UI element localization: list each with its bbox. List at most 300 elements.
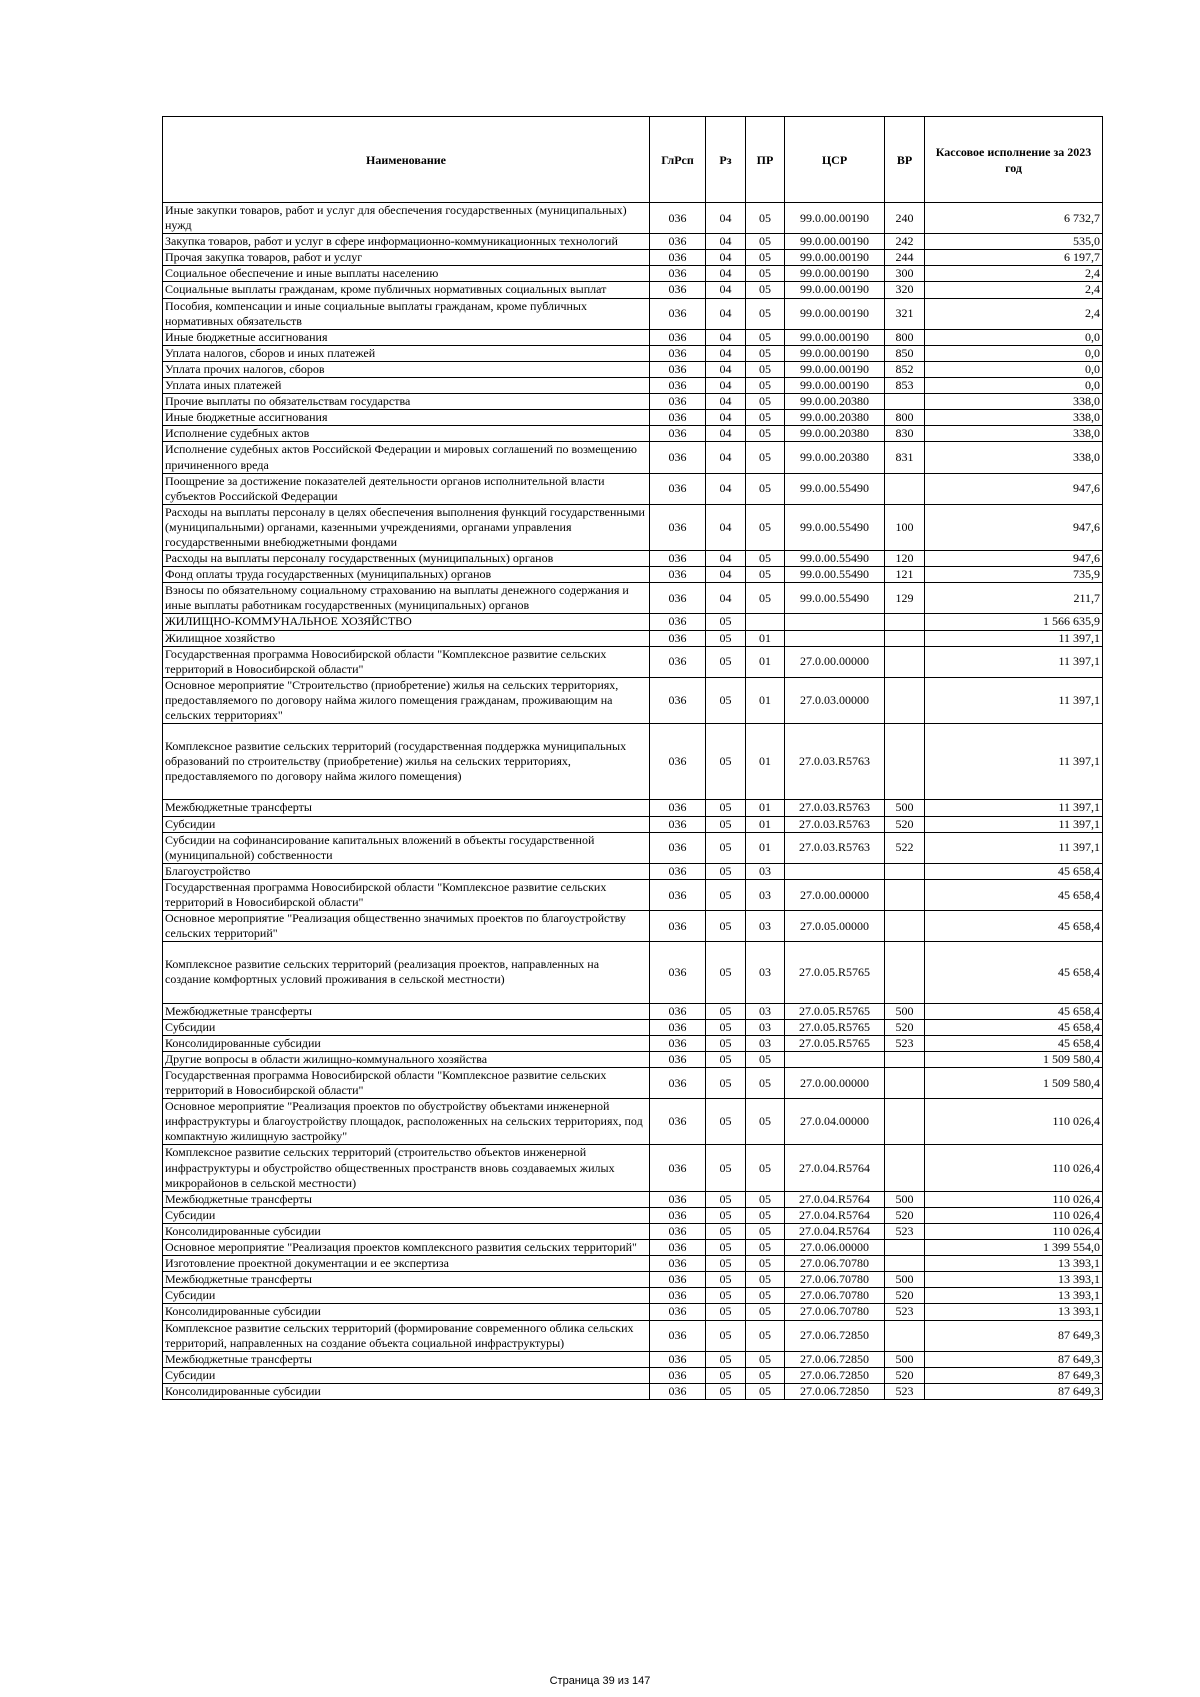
cell-pr: 05 — [746, 361, 785, 377]
cell-csr: 99.0.00.00190 — [785, 266, 885, 282]
cell-amount: 2,4 — [925, 266, 1103, 282]
cell-amount: 338,0 — [925, 442, 1103, 473]
cell-name: Расходы на выплаты персоналу в целях обеспечения выполнения функций государственными (муниципальными) органами, казенными учреждениями, органами управления государственными внебюджетными фондами — [163, 504, 650, 550]
cell-vr: 240 — [885, 203, 925, 234]
cell-glrsp: 036 — [650, 832, 706, 863]
cell-pr: 05 — [746, 1288, 785, 1304]
table-row — [163, 1351, 1103, 1367]
cell-amount: 87 649,3 — [925, 1320, 1103, 1351]
cell-amount: 110 026,4 — [925, 1223, 1103, 1239]
cell-name: Уплата иных платежей — [163, 378, 650, 394]
cell-vr: 500 — [885, 1191, 925, 1207]
cell-pr: 05 — [746, 203, 785, 234]
cell-name: Субсидии на софинансирование капитальных вложений в объекты государственной (муниципальной) собственности — [163, 832, 650, 863]
cell-pr: 01 — [746, 646, 785, 677]
cell-pr: 05 — [746, 234, 785, 250]
cell-pr: 05 — [746, 1240, 785, 1256]
cell-amount: 13 393,1 — [925, 1288, 1103, 1304]
cell-rz: 05 — [706, 1288, 746, 1304]
cell-glrsp: 036 — [650, 345, 706, 361]
cell-glrsp: 036 — [650, 329, 706, 345]
table-row — [163, 282, 1103, 298]
cell-glrsp: 036 — [650, 361, 706, 377]
cell-name: Государственная программа Новосибирской области "Комплексное развитие сельских территорий в Новосибирской области" — [163, 879, 650, 910]
cell-csr: 99.0.00.55490 — [785, 473, 885, 504]
cell-rz: 04 — [706, 345, 746, 361]
table-row — [163, 614, 1103, 630]
cell-pr: 05 — [746, 583, 785, 614]
cell-pr: 05 — [746, 551, 785, 567]
cell-glrsp: 036 — [650, 426, 706, 442]
cell-pr: 05 — [746, 394, 785, 410]
table-row — [163, 298, 1103, 329]
cell-vr — [885, 473, 925, 504]
cell-glrsp: 036 — [650, 879, 706, 910]
table-row — [163, 1051, 1103, 1067]
cell-vr — [885, 394, 925, 410]
table-row — [163, 1240, 1103, 1256]
cell-vr: 520 — [885, 1207, 925, 1223]
cell-csr: 99.0.00.00190 — [785, 345, 885, 361]
cell-glrsp: 036 — [650, 298, 706, 329]
cell-pr: 05 — [746, 1256, 785, 1272]
cell-vr — [885, 1320, 925, 1351]
cell-vr: 500 — [885, 1272, 925, 1288]
cell-pr: 05 — [746, 1207, 785, 1223]
cell-rz: 05 — [706, 1367, 746, 1383]
cell-pr: 05 — [746, 250, 785, 266]
cell-csr: 27.0.03.R5763 — [785, 832, 885, 863]
cell-csr: 99.0.00.20380 — [785, 394, 885, 410]
cell-glrsp: 036 — [650, 1272, 706, 1288]
cell-glrsp: 036 — [650, 1383, 706, 1399]
cell-glrsp: 036 — [650, 1240, 706, 1256]
cell-name: Субсидии — [163, 816, 650, 832]
cell-glrsp: 036 — [650, 816, 706, 832]
cell-glrsp: 036 — [650, 1207, 706, 1223]
cell-amount: 338,0 — [925, 410, 1103, 426]
cell-name: Закупка товаров, работ и услуг в сфере информационно-коммуникационных технологий — [163, 234, 650, 250]
cell-glrsp: 036 — [650, 203, 706, 234]
table-row — [163, 1099, 1103, 1145]
table-row — [163, 1019, 1103, 1035]
cell-rz: 05 — [706, 1351, 746, 1367]
cell-rz: 04 — [706, 298, 746, 329]
cell-rz: 04 — [706, 583, 746, 614]
cell-glrsp: 036 — [650, 724, 706, 800]
table-row — [163, 1383, 1103, 1399]
cell-amount: 45 658,4 — [925, 942, 1103, 1003]
table-row — [163, 473, 1103, 504]
table-row — [163, 203, 1103, 234]
cell-vr: 523 — [885, 1223, 925, 1239]
cell-vr — [885, 879, 925, 910]
cell-name: Иные закупки товаров, работ и услуг для обеспечения государственных (муниципальных) нужд — [163, 203, 650, 234]
cell-name: Взносы по обязательному социальному страхованию на выплаты денежного содержания и иные выплаты работникам государственных (муниципальных) органов — [163, 583, 650, 614]
cell-vr: 244 — [885, 250, 925, 266]
cell-rz: 04 — [706, 426, 746, 442]
cell-amount: 13 393,1 — [925, 1272, 1103, 1288]
cell-pr: 05 — [746, 1145, 785, 1191]
cell-amount: 110 026,4 — [925, 1191, 1103, 1207]
cell-rz: 05 — [706, 724, 746, 800]
cell-csr: 27.0.06.72850 — [785, 1351, 885, 1367]
cell-glrsp: 036 — [650, 800, 706, 816]
cell-amount: 45 658,4 — [925, 911, 1103, 942]
cell-amount: 45 658,4 — [925, 879, 1103, 910]
cell-amount: 45 658,4 — [925, 1003, 1103, 1019]
cell-amount: 6 732,7 — [925, 203, 1103, 234]
cell-vr: 850 — [885, 345, 925, 361]
cell-csr — [785, 1051, 885, 1067]
cell-csr: 27.0.03.R5763 — [785, 800, 885, 816]
cell-name: Основное мероприятие "Реализация проектов комплексного развития сельских территорий" — [163, 1240, 650, 1256]
cell-csr: 27.0.06.72850 — [785, 1320, 885, 1351]
cell-name: Изготовление проектной документации и ее экспертиза — [163, 1256, 650, 1272]
cell-name: Комплексное развитие сельских территорий (государственная поддержка муниципальных образований по строительству (приобретение) жилья на сельских территориях, предоставляемого по договору найма жилого помещения) — [163, 724, 650, 800]
cell-vr: 129 — [885, 583, 925, 614]
table-row — [163, 1003, 1103, 1019]
cell-amount: 0,0 — [925, 378, 1103, 394]
cell-glrsp: 036 — [650, 1351, 706, 1367]
cell-amount: 11 397,1 — [925, 630, 1103, 646]
cell-csr: 99.0.00.55490 — [785, 504, 885, 550]
cell-csr: 27.0.03.00000 — [785, 677, 885, 723]
budget-table — [162, 116, 1103, 1400]
cell-pr: 05 — [746, 1351, 785, 1367]
cell-csr: 27.0.05.00000 — [785, 911, 885, 942]
cell-vr: 523 — [885, 1383, 925, 1399]
cell-glrsp: 036 — [650, 863, 706, 879]
header-glrsp: ГлРсп — [650, 117, 706, 203]
cell-amount: 947,6 — [925, 551, 1103, 567]
cell-csr: 27.0.00.00000 — [785, 879, 885, 910]
cell-amount: 11 397,1 — [925, 816, 1103, 832]
table-row — [163, 378, 1103, 394]
cell-pr: 05 — [746, 329, 785, 345]
cell-vr — [885, 863, 925, 879]
cell-vr: 520 — [885, 1288, 925, 1304]
cell-rz: 05 — [706, 863, 746, 879]
cell-vr — [885, 1068, 925, 1099]
cell-pr: 05 — [746, 1320, 785, 1351]
table-row — [163, 1145, 1103, 1191]
cell-name: Комплексное развитие сельских территорий (реализация проектов, направленных на создание комфортных условий проживания в сельской местности) — [163, 942, 650, 1003]
cell-amount: 1 566 635,9 — [925, 614, 1103, 630]
cell-name: Уплата налогов, сборов и иных платежей — [163, 345, 650, 361]
cell-vr — [885, 677, 925, 723]
cell-pr: 05 — [746, 1051, 785, 1067]
cell-glrsp: 036 — [650, 1367, 706, 1383]
cell-glrsp: 036 — [650, 250, 706, 266]
table-row — [163, 266, 1103, 282]
cell-rz: 04 — [706, 234, 746, 250]
cell-vr: 500 — [885, 1351, 925, 1367]
cell-glrsp: 036 — [650, 1035, 706, 1051]
cell-csr — [785, 630, 885, 646]
cell-csr: 27.0.00.00000 — [785, 1068, 885, 1099]
table-row — [163, 426, 1103, 442]
cell-amount: 110 026,4 — [925, 1099, 1103, 1145]
cell-amount: 87 649,3 — [925, 1367, 1103, 1383]
cell-amount: 87 649,3 — [925, 1351, 1103, 1367]
cell-name: Субсидии — [163, 1288, 650, 1304]
cell-vr — [885, 724, 925, 800]
cell-name: Межбюджетные трансферты — [163, 1272, 650, 1288]
cell-rz: 04 — [706, 361, 746, 377]
cell-name: Иные бюджетные ассигнования — [163, 329, 650, 345]
cell-vr: 520 — [885, 816, 925, 832]
cell-csr: 99.0.00.00190 — [785, 378, 885, 394]
cell-name: Фонд оплаты труда государственных (муниципальных) органов — [163, 567, 650, 583]
cell-name: Пособия, компенсации и иные социальные выплаты гражданам, кроме публичных нормативных обязательств — [163, 298, 650, 329]
cell-name: Основное мероприятие "Реализация проектов по обустройству объектами инженерной инфраструктуры и благоустройству площадок, расположенных на сельских территориях, под компактную жилищную застройку" — [163, 1099, 650, 1145]
cell-rz: 05 — [706, 1304, 746, 1320]
cell-vr: 523 — [885, 1035, 925, 1051]
cell-glrsp: 036 — [650, 282, 706, 298]
cell-vr: 852 — [885, 361, 925, 377]
cell-rz: 04 — [706, 473, 746, 504]
cell-rz: 05 — [706, 1145, 746, 1191]
cell-csr: 27.0.06.70780 — [785, 1272, 885, 1288]
table-row — [163, 816, 1103, 832]
cell-pr: 05 — [746, 1068, 785, 1099]
cell-glrsp: 036 — [650, 1099, 706, 1145]
cell-rz: 05 — [706, 1099, 746, 1145]
cell-rz: 05 — [706, 677, 746, 723]
cell-name: Основное мероприятие "Строительство (приобретение) жилья на сельских территориях, предоставляемого по договору найма жилого помещения гражданам, проживающим на сельских территориях" — [163, 677, 650, 723]
cell-rz: 05 — [706, 1256, 746, 1272]
cell-name: Комплексное развитие сельских территорий (строительство объектов инженерной инфраструктуры и обустройство общественных пространств вновь создаваемых жилых микрорайонов в сельской местности) — [163, 1145, 650, 1191]
cell-amount: 87 649,3 — [925, 1383, 1103, 1399]
cell-rz: 04 — [706, 329, 746, 345]
cell-amount: 11 397,1 — [925, 646, 1103, 677]
cell-name: Расходы на выплаты персоналу государственных (муниципальных) органов — [163, 551, 650, 567]
cell-glrsp: 036 — [650, 1223, 706, 1239]
cell-name: Консолидированные субсидии — [163, 1304, 650, 1320]
cell-amount: 2,4 — [925, 282, 1103, 298]
cell-glrsp: 036 — [650, 1068, 706, 1099]
cell-name: Комплексное развитие сельских территорий (формирование современного облика сельских территорий, направленных на создание объекта социальной инфраструктуры) — [163, 1320, 650, 1351]
cell-vr — [885, 1145, 925, 1191]
cell-name: Государственная программа Новосибирской области "Комплексное развитие сельских территорий в Новосибирской области" — [163, 1068, 650, 1099]
cell-vr: 121 — [885, 567, 925, 583]
cell-name: Межбюджетные трансферты — [163, 1003, 650, 1019]
cell-glrsp: 036 — [650, 567, 706, 583]
cell-vr — [885, 614, 925, 630]
cell-glrsp: 036 — [650, 1256, 706, 1272]
table-row — [163, 504, 1103, 550]
table-row — [163, 234, 1103, 250]
cell-pr: 05 — [746, 1383, 785, 1399]
cell-pr: 03 — [746, 1003, 785, 1019]
cell-rz: 04 — [706, 282, 746, 298]
cell-csr: 99.0.00.55490 — [785, 583, 885, 614]
cell-name: Консолидированные субсидии — [163, 1223, 650, 1239]
cell-name: Консолидированные субсидии — [163, 1035, 650, 1051]
cell-glrsp: 036 — [650, 911, 706, 942]
cell-glrsp: 036 — [650, 1003, 706, 1019]
cell-vr: 500 — [885, 800, 925, 816]
cell-rz: 05 — [706, 614, 746, 630]
cell-csr: 99.0.00.20380 — [785, 442, 885, 473]
cell-pr: 05 — [746, 298, 785, 329]
cell-glrsp: 036 — [650, 614, 706, 630]
cell-amount: 11 397,1 — [925, 724, 1103, 800]
table-row — [163, 551, 1103, 567]
cell-amount: 11 397,1 — [925, 832, 1103, 863]
cell-vr — [885, 630, 925, 646]
cell-csr: 27.0.04.R5764 — [785, 1207, 885, 1223]
cell-csr: 99.0.00.20380 — [785, 426, 885, 442]
cell-vr — [885, 942, 925, 1003]
cell-vr — [885, 1240, 925, 1256]
cell-vr: 321 — [885, 298, 925, 329]
cell-csr: 27.0.05.R5765 — [785, 1035, 885, 1051]
cell-rz: 04 — [706, 394, 746, 410]
cell-csr: 99.0.00.00190 — [785, 234, 885, 250]
header-rz: Рз — [706, 117, 746, 203]
table-row — [163, 1223, 1103, 1239]
cell-amount: 211,7 — [925, 583, 1103, 614]
cell-name: Субсидии — [163, 1019, 650, 1035]
cell-amount: 338,0 — [925, 426, 1103, 442]
cell-vr: 242 — [885, 234, 925, 250]
table-row — [163, 1288, 1103, 1304]
cell-csr: 27.0.04.R5764 — [785, 1223, 885, 1239]
cell-amount: 0,0 — [925, 329, 1103, 345]
cell-name: Прочая закупка товаров, работ и услуг — [163, 250, 650, 266]
cell-rz: 05 — [706, 1272, 746, 1288]
cell-rz: 05 — [706, 879, 746, 910]
cell-glrsp: 036 — [650, 1320, 706, 1351]
cell-amount: 110 026,4 — [925, 1207, 1103, 1223]
cell-csr: 27.0.05.R5765 — [785, 942, 885, 1003]
cell-rz: 04 — [706, 442, 746, 473]
cell-pr: 05 — [746, 1223, 785, 1239]
cell-pr: 03 — [746, 911, 785, 942]
cell-vr — [885, 646, 925, 677]
table-row — [163, 646, 1103, 677]
cell-rz: 04 — [706, 410, 746, 426]
cell-csr: 27.0.00.00000 — [785, 646, 885, 677]
table-row — [163, 1320, 1103, 1351]
cell-csr: 27.0.06.70780 — [785, 1288, 885, 1304]
cell-pr: 05 — [746, 567, 785, 583]
cell-pr: 03 — [746, 863, 785, 879]
cell-name: Исполнение судебных актов Российской Федерации и мировых соглашений по возмещению причиненного вреда — [163, 442, 650, 473]
table-row — [163, 345, 1103, 361]
table-row — [163, 832, 1103, 863]
cell-name: Основное мероприятие "Реализация общественно значимых проектов по благоустройству сельских территорий" — [163, 911, 650, 942]
cell-vr — [885, 911, 925, 942]
cell-glrsp: 036 — [650, 234, 706, 250]
cell-glrsp: 036 — [650, 378, 706, 394]
cell-csr: 27.0.04.00000 — [785, 1099, 885, 1145]
cell-csr: 27.0.04.R5764 — [785, 1145, 885, 1191]
cell-csr: 99.0.00.00190 — [785, 282, 885, 298]
cell-rz: 05 — [706, 646, 746, 677]
cell-name: Субсидии — [163, 1367, 650, 1383]
table-row — [163, 911, 1103, 942]
cell-vr: 522 — [885, 832, 925, 863]
cell-pr: 01 — [746, 832, 785, 863]
header-name: Наименование — [163, 117, 650, 203]
cell-pr: 05 — [746, 1272, 785, 1288]
cell-pr: 01 — [746, 630, 785, 646]
cell-vr — [885, 1256, 925, 1272]
cell-vr: 831 — [885, 442, 925, 473]
cell-rz: 05 — [706, 1003, 746, 1019]
cell-csr: 27.0.03.R5763 — [785, 724, 885, 800]
cell-name: Социальные выплаты гражданам, кроме публичных нормативных социальных выплат — [163, 282, 650, 298]
table-row — [163, 1256, 1103, 1272]
header-vr: ВР — [885, 117, 925, 203]
cell-pr: 05 — [746, 282, 785, 298]
cell-rz: 04 — [706, 203, 746, 234]
cell-csr: 27.0.05.R5765 — [785, 1003, 885, 1019]
cell-amount: 1 509 580,4 — [925, 1068, 1103, 1099]
table-row — [163, 442, 1103, 473]
cell-csr: 99.0.00.20380 — [785, 410, 885, 426]
cell-vr: 830 — [885, 426, 925, 442]
table-row — [163, 1191, 1103, 1207]
cell-glrsp: 036 — [650, 583, 706, 614]
cell-csr: 27.0.06.00000 — [785, 1240, 885, 1256]
header-amount: Кассовое исполнение за 2023 год — [925, 117, 1103, 203]
cell-pr: 03 — [746, 1019, 785, 1035]
cell-name: Межбюджетные трансферты — [163, 1191, 650, 1207]
cell-csr: 27.0.06.72850 — [785, 1383, 885, 1399]
cell-pr: 05 — [746, 442, 785, 473]
cell-amount: 45 658,4 — [925, 1019, 1103, 1035]
table-row — [163, 1068, 1103, 1099]
cell-name: Жилищное хозяйство — [163, 630, 650, 646]
cell-glrsp: 036 — [650, 266, 706, 282]
table-row — [163, 724, 1103, 800]
cell-amount: 45 658,4 — [925, 863, 1103, 879]
cell-pr: 03 — [746, 942, 785, 1003]
cell-amount: 13 393,1 — [925, 1304, 1103, 1320]
cell-rz: 05 — [706, 942, 746, 1003]
cell-name: ЖИЛИЩНО-КОММУНАЛЬНОЕ ХОЗЯЙСТВО — [163, 614, 650, 630]
cell-glrsp: 036 — [650, 646, 706, 677]
cell-glrsp: 036 — [650, 504, 706, 550]
table-row — [163, 567, 1103, 583]
cell-csr — [785, 614, 885, 630]
cell-pr: 03 — [746, 1035, 785, 1051]
table-row — [163, 863, 1103, 879]
cell-rz: 05 — [706, 1035, 746, 1051]
cell-glrsp: 036 — [650, 677, 706, 723]
cell-csr: 99.0.00.00190 — [785, 361, 885, 377]
cell-rz: 05 — [706, 630, 746, 646]
cell-glrsp: 036 — [650, 1304, 706, 1320]
cell-pr: 05 — [746, 410, 785, 426]
cell-rz: 05 — [706, 1223, 746, 1239]
cell-csr: 99.0.00.55490 — [785, 567, 885, 583]
cell-name: Государственная программа Новосибирской области "Комплексное развитие сельских территорий в Новосибирской области" — [163, 646, 650, 677]
cell-vr: 520 — [885, 1367, 925, 1383]
cell-rz: 04 — [706, 551, 746, 567]
cell-name: Другие вопросы в области жилищно-коммунального хозяйства — [163, 1051, 650, 1067]
cell-vr: 100 — [885, 504, 925, 550]
cell-rz: 05 — [706, 1019, 746, 1035]
cell-glrsp: 036 — [650, 473, 706, 504]
cell-amount: 2,4 — [925, 298, 1103, 329]
header-csr: ЦСР — [785, 117, 885, 203]
cell-amount: 6 197,7 — [925, 250, 1103, 266]
